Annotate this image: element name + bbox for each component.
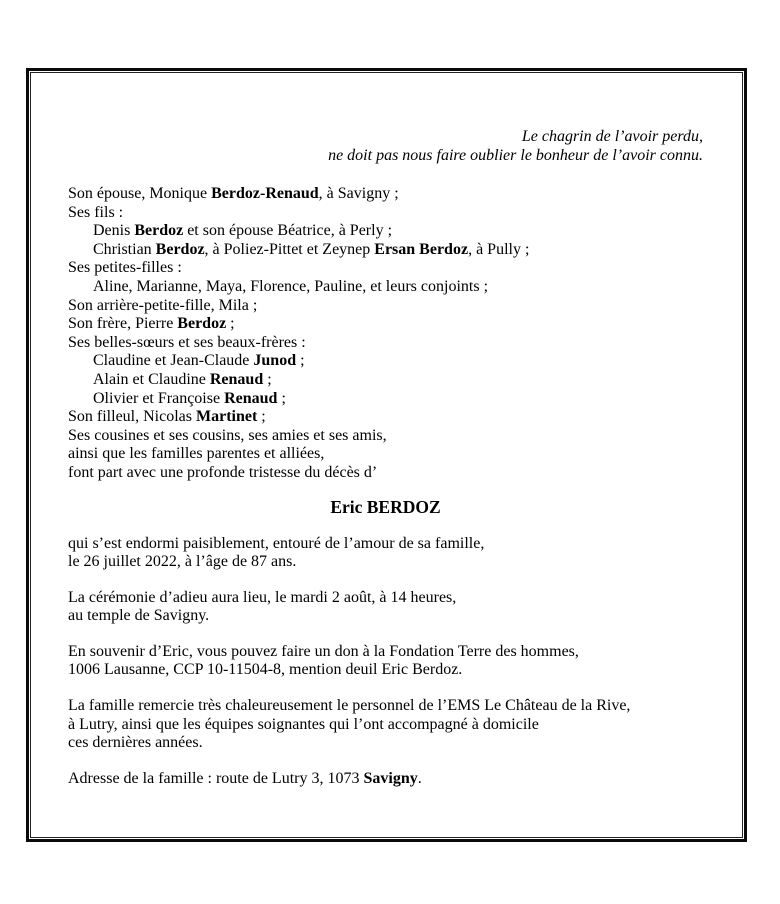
family-line (68, 204, 703, 223)
epigraph (68, 127, 703, 165)
family-line (68, 185, 703, 204)
text-segment: Christian (93, 240, 156, 258)
bold-name-segment: Junod (253, 352, 297, 370)
family-line (68, 408, 703, 427)
bold-name-segment: Renaud (209, 370, 264, 388)
text-segment: Ses cousines et ses cousins, ses amies et ses amis, (68, 426, 387, 444)
text-segment: 1006 Lausanne, CCP 10-11504-8, mention deuil Eric Berdoz. (68, 661, 463, 679)
deceased-name-heading: Eric BERDOZ (330, 496, 441, 517)
text-segment: , à Pully ; (468, 240, 530, 258)
paragraph (68, 589, 703, 626)
text-segment: Son filleul, Nicolas (68, 408, 196, 426)
paragraph-line (68, 607, 703, 626)
text-segment: Son arrière-petite-fille, Mila ; (68, 296, 258, 314)
text-segment: ; (277, 389, 286, 407)
text-segment: La cérémonie d’adieu aura lieu, le mardi 2 août, à 14 heures, (68, 588, 457, 606)
family-line (68, 334, 703, 353)
text-segment: au temple de Savigny. (68, 607, 210, 625)
family-line (68, 241, 703, 260)
text-segment: qui s’est endormi paisiblement, entouré de l’amour de sa famille, (68, 534, 485, 552)
family-line (68, 427, 703, 446)
text-segment: Claudine et Jean-Claude (93, 352, 254, 370)
paragraph-line (68, 770, 703, 789)
text-segment: ; (257, 408, 266, 426)
text-segment: Aline, Marianne, Maya, Florence, Pauline, et leurs conjoints ; (93, 277, 489, 295)
bold-name-segment: Savigny (363, 769, 418, 787)
text-segment: Ses belles-sœurs et ses beaux-frères : (68, 333, 306, 351)
epigraph-line: ne doit pas nous faire oublier le bonheur de l’avoir connu. (328, 147, 703, 164)
text-segment: ; (263, 370, 272, 388)
bold-name-segment: Berdoz (155, 240, 205, 258)
paragraph-line (68, 643, 703, 662)
text-segment: ; (296, 352, 305, 370)
card-inner-frame (30, 72, 743, 838)
epigraph-line: Le chagrin de l’avoir perdu, (521, 128, 703, 145)
family-line (68, 222, 703, 241)
text-segment: Alain et Claudine (93, 370, 210, 388)
bold-name-segment: Renaud (224, 389, 278, 407)
family-line (68, 390, 703, 409)
paragraph (68, 643, 703, 680)
family-line (68, 445, 703, 464)
text-segment: . (417, 769, 422, 787)
text-segment: Son épouse, Monique (68, 185, 212, 202)
bold-name-segment: Berdoz (177, 315, 227, 333)
paragraphs-section (68, 535, 703, 789)
family-line (68, 352, 703, 371)
text-segment: ces dernières années. (68, 734, 203, 752)
paragraph (68, 770, 703, 789)
bold-name-segment: Ersan Berdoz (374, 240, 469, 258)
family-list (68, 185, 703, 483)
paragraph-line (68, 697, 703, 716)
paragraph (68, 697, 703, 753)
paragraph-line (68, 553, 703, 572)
text-segment: et son épouse Béatrice, à Perly ; (183, 222, 393, 240)
paragraph-line (68, 716, 703, 735)
text-segment: Son frère, Pierre (68, 315, 178, 333)
paragraph-line (68, 734, 703, 753)
paragraph-line (68, 589, 703, 608)
text-segment: Ses petites-filles : (68, 259, 182, 277)
text-segment: En souvenir d’Eric, vous pouvez faire un don à la Fondation Terre des hommes, (68, 642, 579, 660)
text-segment: Adresse de la famille : route de Lutry 3, 1073 (68, 769, 364, 787)
text-segment: , à Poliez-Pittet et Zeynep (204, 240, 375, 258)
family-line (68, 297, 703, 316)
card-outer-frame (26, 68, 747, 842)
text-segment: La famille remercie très chaleureusement le personnel de l’EMS Le Château de la Rive, (68, 697, 631, 715)
paragraph (68, 535, 703, 572)
text-segment: Olivier et Françoise (93, 389, 225, 407)
paragraph-line (68, 535, 703, 554)
family-line (68, 278, 703, 297)
text-segment: le 26 juillet 2022, à l’âge de 87 ans. (68, 553, 297, 571)
card-content (31, 73, 742, 837)
bold-name-segment: Berdoz (134, 222, 184, 240)
paragraph-line (68, 661, 703, 680)
family-line (68, 315, 703, 334)
text-segment: ainsi que les familles parentes et alliées, (68, 445, 325, 463)
family-line (68, 464, 703, 483)
bold-name-segment: Berdoz-Renaud (211, 185, 319, 202)
family-line (68, 259, 703, 278)
text-segment: à Lutry, ainsi que les équipes soignantes qui l’ont accompagné à domicile (68, 715, 539, 733)
text-segment: Ses fils : (68, 203, 124, 221)
text-segment: ; (226, 315, 235, 333)
family-line (68, 371, 703, 390)
bold-name-segment: Martinet (195, 408, 258, 426)
text-segment: Denis (93, 222, 135, 240)
text-segment: font part avec une profonde tristesse du décès d’ (68, 463, 378, 481)
text-segment: , à Savigny ; (318, 185, 399, 202)
